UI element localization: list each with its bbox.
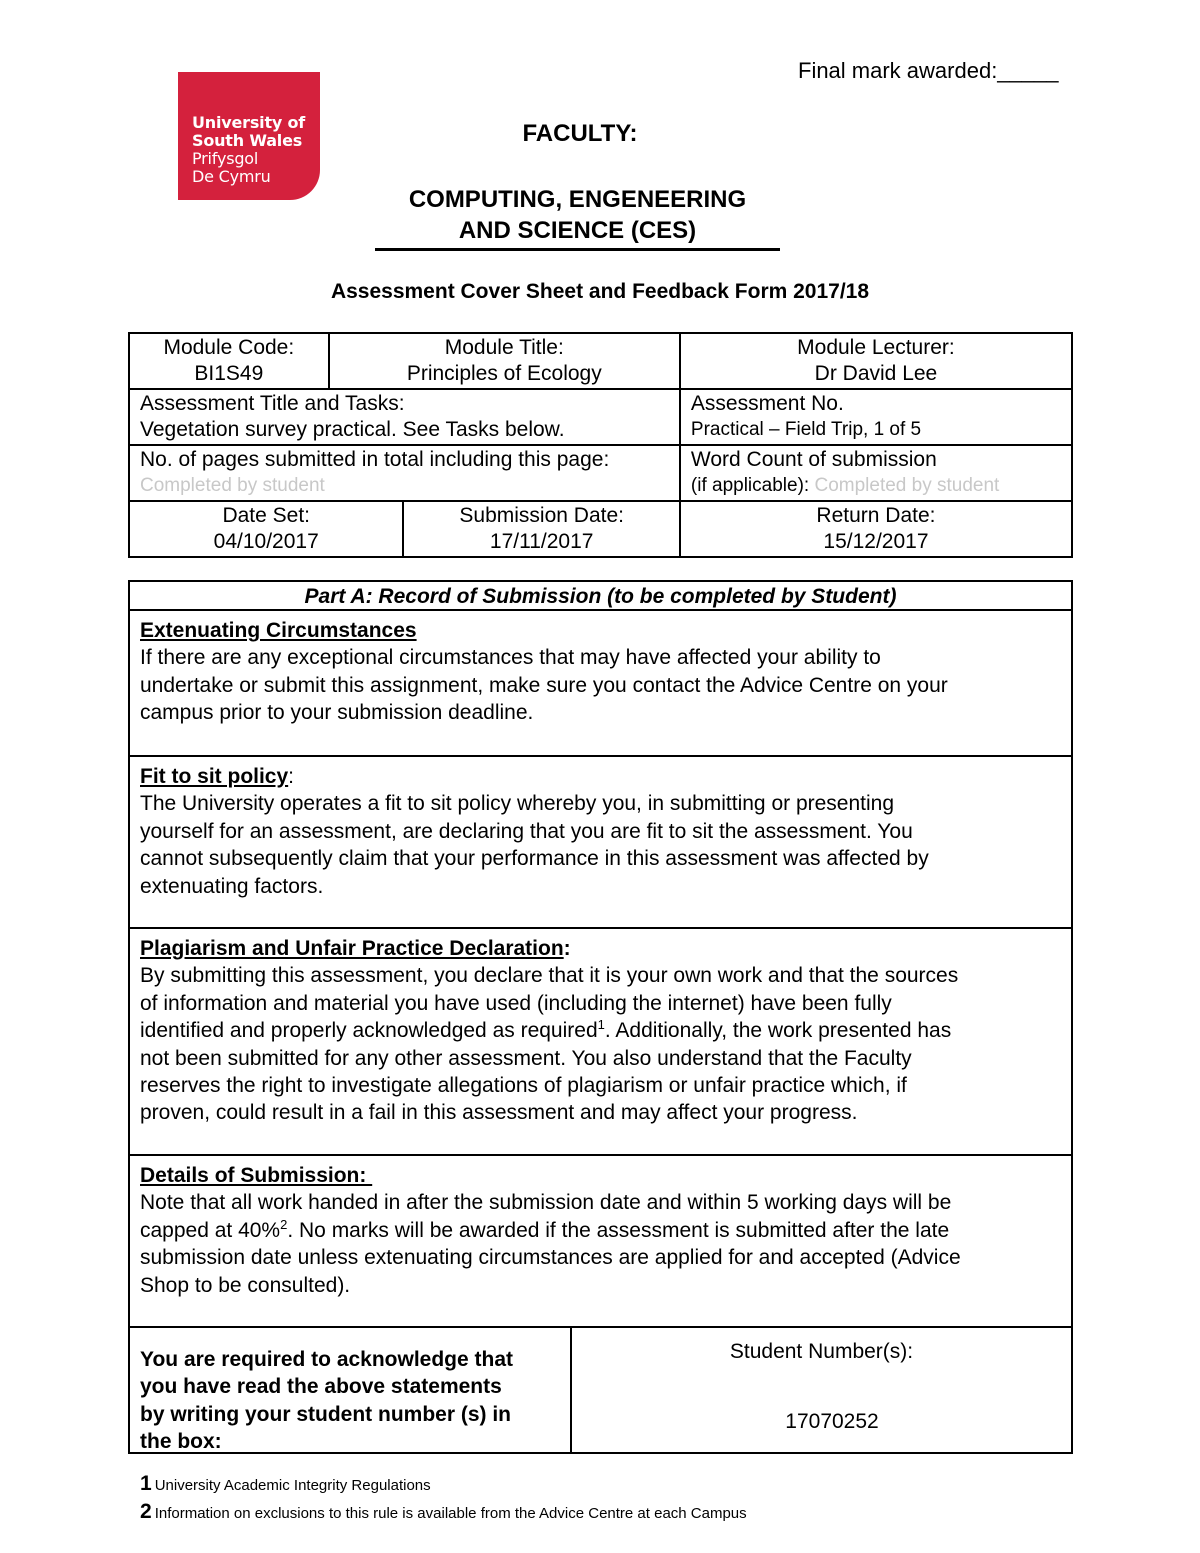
- date-set: 04/10/2017: [213, 530, 319, 553]
- text-line: Shop to be consulted).: [140, 1273, 351, 1297]
- logo-text: [192, 114, 305, 186]
- word-count-label: Word Count of submission: [690, 448, 937, 471]
- text-line: [140, 1017, 1061, 1044]
- text-fragment: identified and properly acknowledged as required: [140, 1019, 598, 1043]
- table-row: [129, 501, 1072, 557]
- text-fragment: capped at 40%: [140, 1218, 281, 1242]
- table-row: [129, 333, 1072, 389]
- heading-colon: :: [288, 765, 295, 788]
- text-line: The University operates a fit to sit policy whereby you, in submitting or presenting: [140, 792, 895, 816]
- return-date-label: Return Date:: [816, 504, 936, 527]
- footnote: [140, 1472, 431, 1496]
- text-line: not been submitted for any other assessment. You also understand that the Faculty: [140, 1046, 912, 1070]
- university-logo: [178, 72, 320, 200]
- word-count-prefix: (if applicable):: [690, 475, 810, 496]
- text-line: undertake or submit this assignment, make sure you contact the Advice Centre on your: [140, 673, 948, 697]
- text-line: proven, could result in a fail in this assessment and may affect your progress.: [140, 1101, 858, 1125]
- details-heading: Details of Submission:: [140, 1164, 373, 1187]
- extenuating-section: [130, 611, 1071, 757]
- text-line: by writing your student number (s) in: [140, 1402, 512, 1426]
- date-set-cell: [129, 501, 403, 557]
- table-row: [129, 445, 1072, 501]
- text-line: yourself for an assessment, are declaring that you are fit to sit the assessment. You: [140, 819, 913, 843]
- return-date: 15/12/2017: [823, 530, 929, 553]
- module-code: BI1S49: [194, 362, 264, 385]
- footnote-ref: 2: [280, 1216, 288, 1232]
- word-count-input[interactable]: Completed by student: [814, 475, 1000, 496]
- text-line: submission date unless extenuating circumstances are applied for and accepted (Advice: [140, 1246, 961, 1270]
- plagiarism-section: [130, 929, 1071, 1156]
- footnote: [140, 1500, 747, 1524]
- assessment-title-label: Assessment Title and Tasks:: [140, 392, 405, 415]
- text-line: of information and material you have used (including the internet) have been fully: [140, 991, 892, 1015]
- assessment-no-label: Assessment No.: [690, 392, 844, 415]
- submission-date-cell: [403, 501, 679, 557]
- heading-colon: :: [563, 937, 571, 960]
- details-section: [130, 1156, 1071, 1328]
- date-set-label: Date Set:: [222, 504, 310, 527]
- module-title-cell: [329, 333, 680, 389]
- text-line: you have read the above statements: [140, 1375, 502, 1399]
- faculty-name-line: AND SCIENCE (CES): [458, 217, 697, 244]
- text-line: If there are any exceptional circumstances that may have affected your ability to: [140, 646, 881, 670]
- assessment-title-cell: [129, 389, 680, 445]
- pages-label: No. of pages submitted in total including this page:: [140, 448, 610, 471]
- module-lecturer-cell: [680, 333, 1072, 389]
- text-line: campus prior to your submission deadline.: [140, 701, 534, 725]
- text-fragment: . Additionally, the work presented has: [604, 1019, 952, 1043]
- fit-to-sit-section: [130, 757, 1071, 929]
- extenuating-heading: Extenuating Circumstances: [140, 619, 417, 642]
- logo-line: Prifysgol: [192, 149, 259, 168]
- plagiarism-heading: Plagiarism and Unfair Practice Declaration: [140, 937, 564, 960]
- module-title: Principles of Ecology: [406, 362, 602, 385]
- submission-date-label: Submission Date:: [459, 504, 624, 527]
- assessment-no-cell: [680, 389, 1072, 445]
- return-date-cell: [680, 501, 1072, 557]
- part-a-heading: Part A: Record of Submission (to be completed by Student): [130, 582, 1071, 611]
- final-mark-field: Final mark awarded:_____: [798, 58, 1059, 83]
- text-line: reserves the right to investigate allegations of plagiarism or unfair practice which, if: [140, 1074, 907, 1098]
- module-code-label: Module Code:: [163, 336, 295, 359]
- module-lecturer-label: Module Lecturer:: [797, 336, 955, 359]
- text-line: [140, 1217, 1061, 1244]
- submission-date: 17/11/2017: [489, 530, 594, 553]
- table-row: [129, 389, 1072, 445]
- text-line: By submitting this assessment, you declare that it is your own work and that the sources: [140, 964, 959, 988]
- document-title: Assessment Cover Sheet and Feedback Form 2017/18: [330, 280, 870, 303]
- text-line: cannot subsequently claim that your performance in this assessment was affected by: [140, 847, 929, 871]
- logo-line: University of: [192, 113, 306, 132]
- text-line: Note that all work handed in after the submission date and within 5 working days will be: [140, 1191, 952, 1215]
- faculty-name: [375, 184, 780, 251]
- logo-line: South Wales: [192, 131, 303, 150]
- fit-to-sit-heading: Fit to sit policy: [140, 765, 289, 788]
- pages-input[interactable]: Completed by student: [140, 475, 325, 496]
- assessment-title: Vegetation survey practical. See Tasks below.: [140, 418, 565, 441]
- module-code-cell: [129, 333, 329, 389]
- text-fragment: . No marks will be awarded if the assessment is submitted after the late: [287, 1218, 950, 1242]
- footnote-text: Information on exclusions to this rule is available from the Advice Centre at each Campus: [154, 1505, 747, 1522]
- text-line: the box:: [140, 1430, 222, 1454]
- word-count-cell: [680, 445, 1072, 501]
- footnote-number: 2: [140, 1500, 152, 1523]
- faculty-label: FACULTY:: [522, 120, 638, 147]
- text-line: You are required to acknowledge that: [140, 1348, 514, 1371]
- student-number-field[interactable]: 17070252: [785, 1410, 879, 1433]
- module-lecturer: Dr David Lee: [814, 362, 938, 385]
- faculty-name-line: COMPUTING, ENGENEERING: [408, 186, 747, 213]
- footnote-ref: 1: [597, 1017, 605, 1033]
- part-a-box: [128, 580, 1073, 1454]
- acknowledge-section: [130, 1328, 1071, 1452]
- assessment-no: Practical – Field Trip, 1 of 5: [690, 419, 922, 440]
- footnote-text: University Academic Integrity Regulations: [154, 1477, 431, 1494]
- text-line: extenuating factors.: [140, 874, 324, 898]
- student-number-label: Student Number(s):: [729, 1340, 914, 1363]
- logo-line: De Cymru: [192, 167, 271, 186]
- module-title-label: Module Title:: [444, 336, 564, 359]
- acknowledge-text: [140, 1346, 565, 1456]
- module-info-table: [128, 332, 1073, 558]
- pages-cell: [129, 445, 680, 501]
- footnote-number: 1: [140, 1472, 152, 1495]
